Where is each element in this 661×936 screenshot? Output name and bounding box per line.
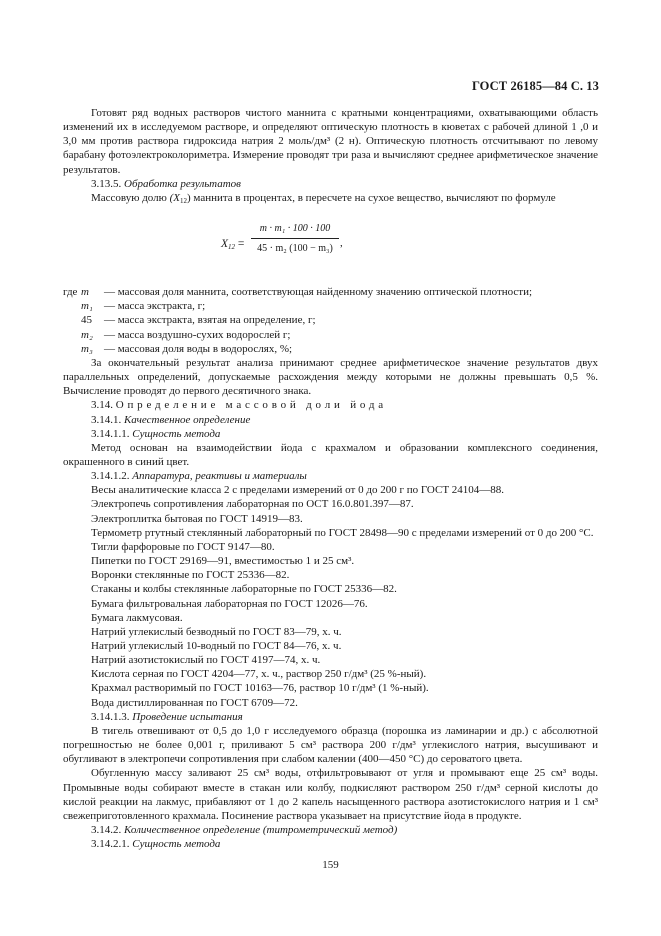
- list-item: Натрий углекислый безводный по ГОСТ 83—79, х. ч.: [91, 625, 342, 638]
- page-number: 159: [322, 859, 339, 871]
- section-title: Определение массовой доли йода: [115, 399, 387, 412]
- list-item: Электроплитка бытовая по ГОСТ 14919—83.: [91, 512, 303, 525]
- section-3-14-2-1: 3.14.2.1. Сущность метода: [91, 838, 221, 851]
- formula-x12: $X_{12}$ = $\frac{\text{m · m₁ · 100 · 100}}{\text{45 · m₂ (100 − m₃)}}$ ,: [63, 219, 598, 275]
- list-item: Электропечь сопротивления лабораторная по ОСТ 16.0.801.397—87.: [91, 498, 414, 511]
- section-3-14-1-1: 3.14.1.1. Сущность метода: [91, 427, 221, 440]
- section-3-14-2: 3.14.2. Количественное определение (титрометрический метод): [91, 824, 398, 837]
- list-item: Тигли фарфоровые по ГОСТ 9147—80.: [91, 540, 275, 553]
- section-3-14: 3.14. Определение массовой доли йода: [91, 399, 387, 412]
- paragraph-manitol-solutions: Готовят ряд водных растворов чистого маннита с кратными концентрациями, охватывающими область изменений их в исследуемом растворе, и определяют оптическую плотность в кюветах с рабочей длиной 1 ,0 и 3,0 мм против раствора гидроксида натрия 2 моль/дм³ (2 н). Оптическую плотность отсчитывают по левому барабану фотоэлектроколориметра. Измерение проводят три раза и вычисляют среднее арифметическое значение результатов.: [63, 107, 598, 176]
- variable-row: m₃ — массовая доля воды в водорослях, %;: [81, 342, 293, 355]
- method-paragraph: Метод основан на взаимодействии йода с крахмалом и образовании комплексного соединения, окрашенного в синий цвет.: [63, 441, 598, 468]
- list-item: Крахмал растворимый по ГОСТ 10163—76, раствор 10 г/дм³ (1 %-ный).: [91, 682, 429, 695]
- equipment-list: [63, 483, 598, 710]
- variable-row: 45 — масса экстракта, взятая на определение, г;: [81, 314, 316, 327]
- section-3-14-1-3: 3.14.1.3. Проведение испытания: [91, 710, 243, 723]
- section-3-13-5: [63, 177, 598, 191]
- variable-row: где m — массовая доля маннита, соответствующая найденному значению оптической плотности;: [63, 286, 533, 299]
- test-paragraph: В тигель отвешивают от 0,5 до 1,0 г исследуемого образца (порошка из ламинарии и др.) с абсолютной погрешностью не более 0,001 г, приливают 5 см³ раствора 200 г/дм³ углекислого натрия, высушивают и обугливают в электропечи сопротивления при слабом калении (400—450 °С) до сероватого цвета.: [63, 724, 598, 766]
- list-item: Воронки стеклянные по ГОСТ 25336—82.: [91, 569, 290, 582]
- formula-numerator: m · m₁ · 100 · 100: [251, 222, 339, 239]
- variable-definitions: [63, 285, 598, 356]
- list-item: Термометр ртутный стеклянный лабораторный по ГОСТ 28498—90 с пределами измерений от 0 до 200 °С.: [91, 526, 594, 539]
- test-paragraph: Обугленную массу заливают 25 см³ воды, отфильтровывают от угля и промывают еще 25 см³ воды. Промывные воды собирают вместе в стакан или колбу, подкисляют раствором 250 г/дм³ серной кислоты до кислой реакции на лакмус, прибавляют от 1 до 2 капель насыщенного раствора азотистокислого натрия и 1 см³ свежеприготовленного крахмала. Посинение раствора указывает на присутствие йода в продукте.: [63, 767, 598, 822]
- final-result-paragraph: За окончательный результат анализа принимают среднее арифметическое значение результатов двух параллельных определений, допускаемые расхождения между которыми не должны превышать 0,5 %. Вычисление проводят до первого десятичного знака.: [63, 356, 598, 398]
- list-item: Бумага лакмусовая.: [91, 611, 183, 624]
- formula-lhs: $X_{12}$ =: [221, 238, 245, 252]
- running-header: ГОСТ 26185—84 С. 13: [471, 79, 599, 93]
- formula-denominator: 45 · m₂ (100 − m₃): [257, 243, 333, 255]
- list-item: Натрий углекислый 10-водный по ГОСТ 84—76, х. ч.: [91, 640, 342, 652]
- formula-fraction: [251, 222, 339, 256]
- variable-row: m₂ — масса воздушно-сухих водорослей г;: [81, 328, 291, 341]
- list-item: Весы аналитические класса 2 с пределами измерений от 0 до 200 г по ГОСТ 24104—88.: [91, 484, 505, 497]
- list-item: Пипетки по ГОСТ 29169—91, вместимостью 1 и 25 см³.: [91, 555, 355, 568]
- section-number: 3.13.5.: [91, 177, 122, 190]
- mass-fraction-intro: Массовую долю $(X_{12})$ маннита в процентах, в пересчете на сухое вещество, вычисляют по формуле: [91, 191, 556, 205]
- list-item: Натрий азотистокислый по ГОСТ 4197—74, х. ч.: [91, 654, 321, 667]
- list-item: Стаканы и колбы стеклянные лабораторные по ГОСТ 25336—82.: [91, 583, 397, 596]
- list-item: Вода дистиллированная по ГОСТ 6709—72.: [91, 696, 298, 709]
- page-body: [63, 106, 598, 851]
- list-item: Бумага фильтровальная лабораторная по ГОСТ 12026—76.: [91, 597, 368, 610]
- list-item: Кислота серная по ГОСТ 4204—77, х. ч., раствор 250 г/дм³ (25 %-ный).: [91, 668, 427, 681]
- section-3-14-1-2: 3.14.1.2. Аппаратура, реактивы и материалы: [91, 470, 307, 483]
- section-title: Обработка результатов: [124, 177, 241, 190]
- section-3-14-1: 3.14.1. Качественное определение: [91, 413, 251, 426]
- variable-row: m₁ — масса экстракта, г;: [81, 300, 206, 313]
